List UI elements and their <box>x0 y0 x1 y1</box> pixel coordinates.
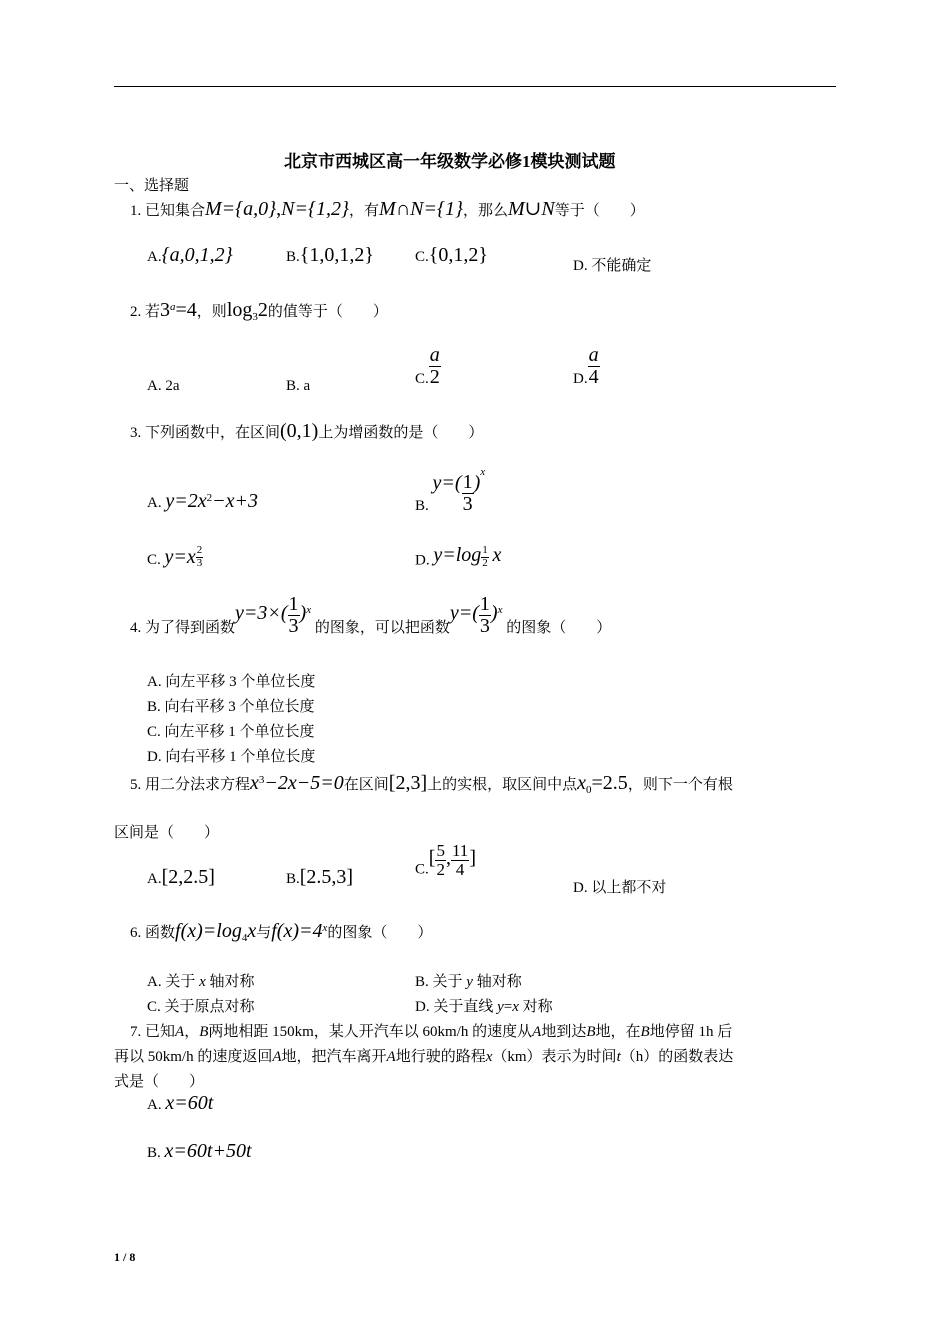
q2-option-c: C. $\frac{a}{2}$ <box>415 344 440 388</box>
q2-option-b: B. a <box>286 378 311 394</box>
question-7-line-2: 再以 50km/h 的速度返回A地，把汽车离开A地行驶的路程x（km）表示为时间t（h）的函数表达 <box>114 1049 734 1065</box>
question-4: 4. 为了得到函数y=3×( $\frac{1}{3}$ )$^x$ 的图象，可以把函数y=( $\frac{1}{3}$ )$^x$ 的图象（ ） <box>130 593 612 637</box>
question-1: 1. 已知集合M={a,0},N={1,2}，有M∩N={1}，那么M∪N等于（ ） <box>130 198 645 220</box>
q7-option-a: A. x=60t <box>147 1092 214 1114</box>
q3-option-d: D. y=log $\frac{1}{2}$ x <box>415 544 502 569</box>
question-5: 5. 用二分法求方程$x^3-2x-5=0$在区间[2,3]上的实根，取区间中点$x_0=2.5$，则下一个有根 <box>130 772 733 796</box>
q4-option-a: A. 向左平移 3 个单位长度 <box>147 674 316 690</box>
q2-option-d: D. $\frac{a}{4}$ <box>573 344 599 388</box>
q6-option-b: B. 关于 y 轴对称 <box>415 974 522 990</box>
q5-option-c: C.[ $\frac{5}{2}$ , $\frac{11}{4}$ ] <box>415 841 476 879</box>
question-7-line-1: 7. 已知A，B两地相距 150km，某人开汽车以 60km/h 的速度从A地到达B地，在B地停留 1h 后 <box>130 1024 733 1040</box>
q5-option-d: D. 以上都不对 <box>573 880 667 896</box>
q6-option-c: C. 关于原点对称 <box>147 999 255 1015</box>
question-2: 2. 若$3^a=4$，则$\log_32$的值等于（ ） <box>130 299 388 323</box>
q3-option-a: A. $y=2x^2-x+3$ <box>147 490 258 512</box>
q3-option-b: B. y=( $\frac{1}{3}$ )$^x$ <box>415 466 486 515</box>
q7-option-b: B. x=60t+50t <box>147 1140 252 1162</box>
q1-option-c: C.{0,1,2} <box>415 244 488 266</box>
question-7-line-3: 式是（ ） <box>114 1074 205 1090</box>
question-3: 3. 下列函数中，在区间(0,1)上为增函数的是（ ） <box>130 420 484 442</box>
q5-option-b: B.[2.5,3] <box>286 866 354 888</box>
q4-option-b: B. 向右平移 3 个单位长度 <box>147 699 315 715</box>
q6-option-a: A. 关于 x 轴对称 <box>147 974 255 990</box>
q1-option-b: B.{1,0,1,2} <box>286 244 374 266</box>
section-heading: 一、选择题 <box>114 178 190 194</box>
page-title: 北京市西城区高一年级数学必修1模块测试题 <box>284 152 616 171</box>
q3-option-c: C. y=x $\frac{2}{3}$ <box>147 544 203 569</box>
page-number: 1 / 8 <box>114 1250 136 1264</box>
q4-option-d: D. 向右平移 1 个单位长度 <box>147 749 316 765</box>
header-rule <box>114 86 836 87</box>
question-6: 6. 函数$f(x)=\log_4x$与$f(x)=4^x$的图象（ ） <box>130 920 433 944</box>
q4-option-c: C. 向左平移 1 个单位长度 <box>147 724 315 740</box>
q1-option-d: D. 不能确定 <box>573 258 652 274</box>
q2-option-a: A. 2a <box>147 378 180 394</box>
question-5-cont: 区间是（ ） <box>114 825 220 841</box>
q1-option-a: A.{a,0,1,2} <box>147 244 233 266</box>
q6-option-d: D. 关于直线 y=x 对称 <box>415 999 553 1015</box>
q5-option-a: A.[2,2.5] <box>147 866 215 888</box>
